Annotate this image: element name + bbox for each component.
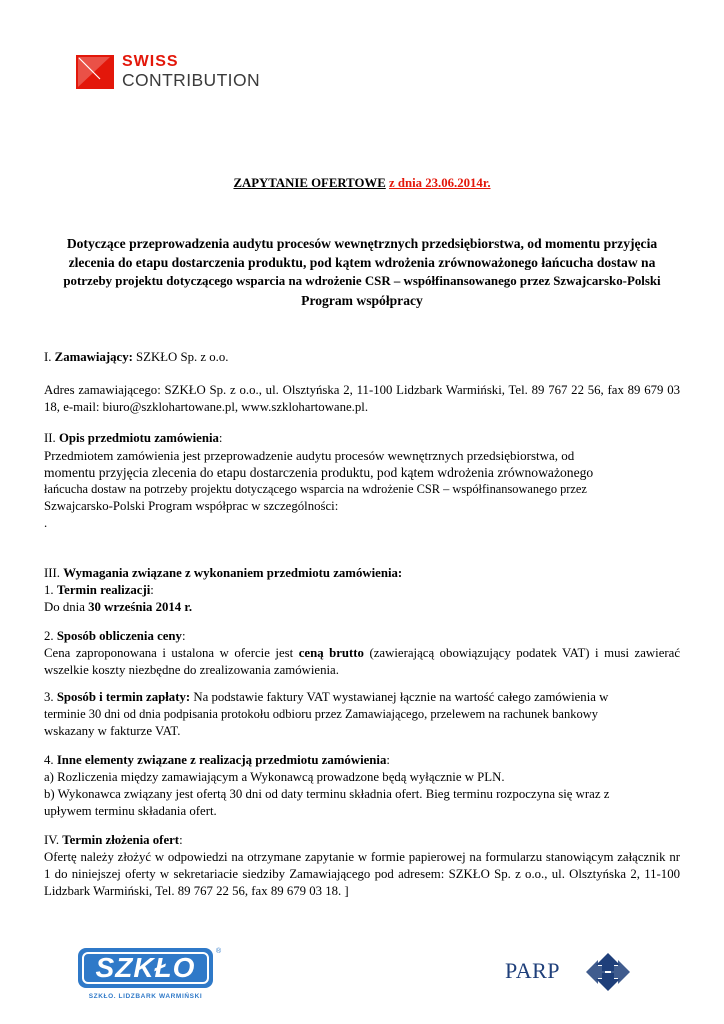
item-number: 3. (44, 690, 54, 704)
section-number: I. (44, 350, 52, 364)
item-heading (44, 628, 680, 645)
item-date: 30 września 2014 r. (88, 600, 193, 614)
section-heading: Zamawiający: (54, 350, 133, 364)
section-heading: Opis przedmiotu zamówienia (58, 431, 219, 445)
item-title: Termin realizacji (56, 583, 151, 597)
item-heading (44, 582, 680, 599)
item-body (44, 645, 680, 679)
item-number: 4. (44, 753, 54, 767)
subject-block (44, 234, 680, 310)
section-2-body (44, 447, 704, 532)
szklo-badge (78, 948, 213, 988)
item-title: Inne elementy związane z realizacją przedmiotu zamówienia (56, 753, 387, 767)
colon: : (150, 583, 154, 597)
colon: : (386, 753, 390, 767)
body-line: momentu przyjęcia zlecenia do etapu dostarczenia produktu, pod kątem wdrożenia zrównoważonego (44, 465, 594, 480)
swiss-flag-icon (76, 55, 114, 89)
item-2 (44, 628, 680, 679)
item-1 (44, 582, 680, 616)
colon: : (181, 629, 186, 643)
section-value: SZKŁO Sp. z o.o. (132, 350, 229, 364)
logo-line1: SWISS (122, 53, 179, 70)
body-line: Przedmiotem zamówienia jest przeprowadzenie audytu procesów wewnętrznych przedsiębiorstwa, od (44, 448, 575, 463)
section-3-heading (44, 565, 680, 582)
item-number: 1. (44, 583, 54, 597)
item-bold: ceną brutto (298, 646, 364, 660)
item-text: a) Rozliczenia między zamawiającym a Wykonawcą prowadzone będą wyłącznie w PLN. (44, 770, 505, 784)
item-text: (zawierającą obowiązujący podatek VAT) i musi zawierać wszelkie koszty niezbędne do zrealizowania zamówienia. (44, 646, 681, 677)
item-title: Sposób i termin zapłaty: (56, 690, 191, 704)
section-4-heading (44, 832, 680, 849)
subject-line: zlecenia do etapu dostarczenia produktu, pod kątem wdrożenia zrównoważonego łańcucha dostaw na (68, 255, 656, 270)
page-title (0, 175, 724, 192)
item-text: b) Wykonawca związany jest ofertą 30 dni od daty terminu składnia ofert. Bieg terminu rozpoczyna się wraz z (44, 787, 610, 801)
subject-line: potrzeby projektu dotyczącego wsparcia na wdrożenie CSR – współfinansowanego przez Szwajcarsko-Polski (63, 274, 661, 288)
item-title: Sposób obliczenia ceny (56, 629, 182, 643)
section-number: III. (44, 566, 60, 580)
item-heading (44, 689, 704, 706)
section-number: IV. (44, 833, 60, 847)
body-line: . (44, 516, 48, 530)
parp-logo (505, 952, 635, 992)
logo-line2: CONTRIBUTION (122, 70, 260, 90)
subject-line: Dotyczące przeprowadzenia audytu procesów wewnętrznych przedsiębiorstwa, od momentu przyjęcia (66, 236, 658, 251)
szklo-logo (78, 948, 223, 1006)
item-text: upływem terminu składania ofert. (44, 804, 217, 818)
szklo-wordmark: SZKŁO (95, 952, 196, 983)
registered-mark: ® (216, 948, 222, 955)
body-line: łańcucha dostaw na potrzeby projektu dotyczącego wsparcia na wdrożenie CSR – współfinansowanego przez (44, 482, 587, 496)
section-heading: Wymagania związane z wykonaniem przedmiotu zamówienia: (63, 566, 403, 580)
section-1-heading (44, 349, 680, 366)
colon: : (218, 431, 223, 445)
section-4-body: Ofertę należy złożyć w odpowiedzi na otrzymane zapytanie w formie papierowej na formularzu stanowiącym załącznik nr 1 do niniejszej oferty w sekretariacie siedziby Zamawiającego pod adresem: SZKŁO Sp. z o.o., ul. Olsztyńska 2, 11-100 Lidzbark Warmiński, Tel. 89 767 22 56, fax 89 679 03 18. ] (44, 850, 680, 898)
item-body (44, 599, 680, 616)
item-heading (44, 752, 704, 769)
item-3 (44, 689, 704, 740)
section-1-address: Adres zamawiającego: SZKŁO Sp. z o.o., ul. Olsztyńska 2, 11-100 Lidzbark Warmiński, Tel. 89 767 22 56, fax 89 679 03 18, e-mail: biuro@szklohartowane.pl, www.szklohartowane.pl. (44, 383, 680, 414)
swiss-contribution-logo (76, 55, 276, 95)
item-text: wskazany w fakturze VAT. (44, 724, 181, 738)
item-number: 2. (44, 629, 54, 643)
item-text: terminie 30 dni od dnia podpisania protokołu odbioru przez Zamawiającego, przelewem na rachunek bankowy (44, 707, 598, 721)
item-4 (44, 752, 704, 820)
parp-arrows-icon (585, 952, 631, 997)
colon: : (179, 833, 183, 847)
item-text: Na podstawie faktury VAT wystawianej łącznie na wartość całego zamówienia w (190, 690, 609, 704)
section-2-heading (44, 430, 680, 447)
title-date: z dnia 23.06.2014r. (388, 176, 491, 190)
item-text: Do dnia (44, 600, 89, 614)
item-text: Cena zaproponowana i ustalona w ofercie jest (44, 646, 299, 660)
section-number: II. (44, 431, 56, 445)
title-main: ZAPYTANIE OFERTOWE (233, 176, 386, 190)
subject-line: Program współpracy (301, 293, 423, 308)
szklo-tagline: SZKŁO. LIDZBARK WARMIŃSKI (88, 993, 203, 1000)
body-line: Szwajcarsko-Polski Program współprac w szczególności: (44, 499, 339, 513)
parp-wordmark: PARP (505, 958, 561, 983)
section-heading: Termin złożenia ofert (62, 833, 180, 847)
